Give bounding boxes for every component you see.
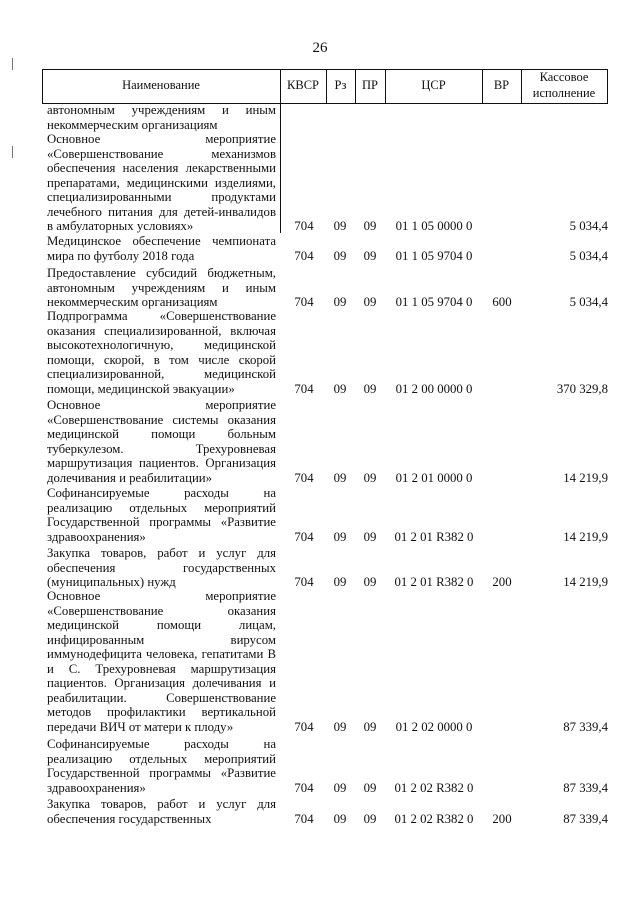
row-kvsr: 704	[294, 382, 314, 396]
header-name: Наименование	[122, 78, 200, 93]
row-csr: 01 1 05 9704 0	[395, 249, 473, 263]
row-name: Основное мероприятие «Совершенствование оказания медицинской помощи лицам, инфицированным вирусом иммунодефицита человека, гепатитами В и С. Трехуровневая маршрутизация пациентов. Организация долечивания и реабилитации. Совершенствование методов профилактики вертикальной передачи ВИЧ от матери к плоду»	[47, 589, 276, 734]
header-vr: ВР	[493, 78, 510, 93]
row-rz: 09	[333, 249, 347, 263]
row-sum: 87 339,4	[563, 720, 608, 734]
row-pr: 09	[363, 575, 377, 589]
row-csr: 01 2 02 0000 0	[395, 720, 473, 734]
row-vr: 200	[492, 575, 512, 589]
header-csr: ЦСР	[421, 78, 446, 93]
row-name: Основное мероприятие «Совершенствование механизмов обеспечения населения лекарственными препаратами, медицинскими изделиями, специализированными продуктами лечебного питания для детей-инвалидов в амбулаторных условиях»	[47, 132, 276, 233]
row-pr: 09	[363, 720, 377, 734]
row-kvsr: 704	[294, 249, 314, 263]
row-name: Софинансируемые расходы на реализацию отдельных мероприятий Государственной программы «Развитие здравоохранения»	[47, 737, 276, 795]
margin-mark	[12, 146, 13, 158]
name-column-border	[280, 103, 281, 233]
row-csr: 01 2 02 R382 0	[394, 812, 474, 826]
row-name: Медицинское обеспечение чемпионата мира по футболу 2018 года	[47, 234, 276, 263]
row-csr: 01 2 01 0000 0	[395, 471, 473, 485]
row-rz: 09	[333, 530, 347, 544]
row-pr: 09	[363, 249, 377, 263]
row-sum: 5 034,4	[569, 219, 608, 233]
header-rz: Рз	[334, 78, 347, 93]
row-sum: 14 219,9	[563, 575, 608, 589]
row-rz: 09	[333, 382, 347, 396]
header-pr: ПР	[362, 78, 378, 93]
row-rz: 09	[333, 471, 347, 485]
row-kvsr: 704	[294, 295, 314, 309]
row-sum: 5 034,4	[569, 249, 608, 263]
row-sum: 14 219,9	[563, 471, 608, 485]
row-kvsr: 704	[294, 471, 314, 485]
row-pr: 09	[363, 781, 377, 795]
row-kvsr: 704	[294, 575, 314, 589]
row-csr: 01 2 01 R382 0	[394, 575, 474, 589]
row-vr: 200	[492, 812, 512, 826]
row-name: Подпрограмма «Совершенствование оказания специализированной, включая высокотехнологичную, медицинской помощи, скорой, в том числе скорой специализированной, медицинской помощи, медицинской эвакуации»	[47, 309, 276, 396]
row-csr: 01 2 01 R382 0	[394, 530, 474, 544]
row-kvsr: 704	[294, 219, 314, 233]
row-rz: 09	[333, 295, 347, 309]
row-sum: 87 339,4	[563, 812, 608, 826]
header-kvsr: КВСР	[287, 78, 319, 93]
row-rz: 09	[333, 720, 347, 734]
row-sum: 87 339,4	[563, 781, 608, 795]
row-name: Софинансируемые расходы на реализацию отдельных мероприятий Государственной программы «Развитие здравоохранения»	[47, 486, 276, 544]
margin-mark	[12, 58, 13, 70]
row-kvsr: 704	[294, 781, 314, 795]
row-name: Основное мероприятие «Совершенствование системы оказания медицинской помощи больным туберкулезом. Трехуровневая маршрутизация пациентов. Организация долечивания и реабилитации»	[47, 398, 276, 485]
row-vr: 600	[492, 295, 512, 309]
row-rz: 09	[333, 219, 347, 233]
row-kvsr: 704	[294, 530, 314, 544]
row-kvsr: 704	[294, 720, 314, 734]
row-sum: 5 034,4	[569, 295, 608, 309]
page-number: 26	[312, 40, 328, 56]
row-pr: 09	[363, 530, 377, 544]
row-sum: 14 219,9	[563, 530, 608, 544]
row-rz: 09	[333, 812, 347, 826]
row-rz: 09	[333, 781, 347, 795]
row-name: Предоставление субсидий бюджетным, автономным учреждениям и иным некоммерческим организациям	[47, 266, 276, 309]
header-divider	[607, 69, 608, 104]
row-sum: 370 329,8	[556, 382, 608, 396]
row-name: автономным учреждениям и иным некоммерческим организациям	[47, 103, 276, 132]
row-rz: 09	[333, 575, 347, 589]
row-csr: 01 1 05 0000 0	[395, 219, 473, 233]
row-pr: 09	[363, 812, 377, 826]
row-csr: 01 2 00 0000 0	[395, 382, 473, 396]
row-pr: 09	[363, 295, 377, 309]
row-pr: 09	[363, 382, 377, 396]
row-csr: 01 1 05 9704 0	[395, 295, 473, 309]
row-pr: 09	[363, 219, 377, 233]
row-name: Закупка товаров, работ и услуг для обеспечения государственных	[47, 797, 276, 826]
row-name: Закупка товаров, работ и услуг для обеспечения государственных (муниципальных) нужд	[47, 546, 276, 589]
header-cash-execution: Кассовое исполнение	[532, 70, 596, 100]
row-pr: 09	[363, 471, 377, 485]
row-kvsr: 704	[294, 812, 314, 826]
row-csr: 01 2 02 R382 0	[394, 781, 474, 795]
